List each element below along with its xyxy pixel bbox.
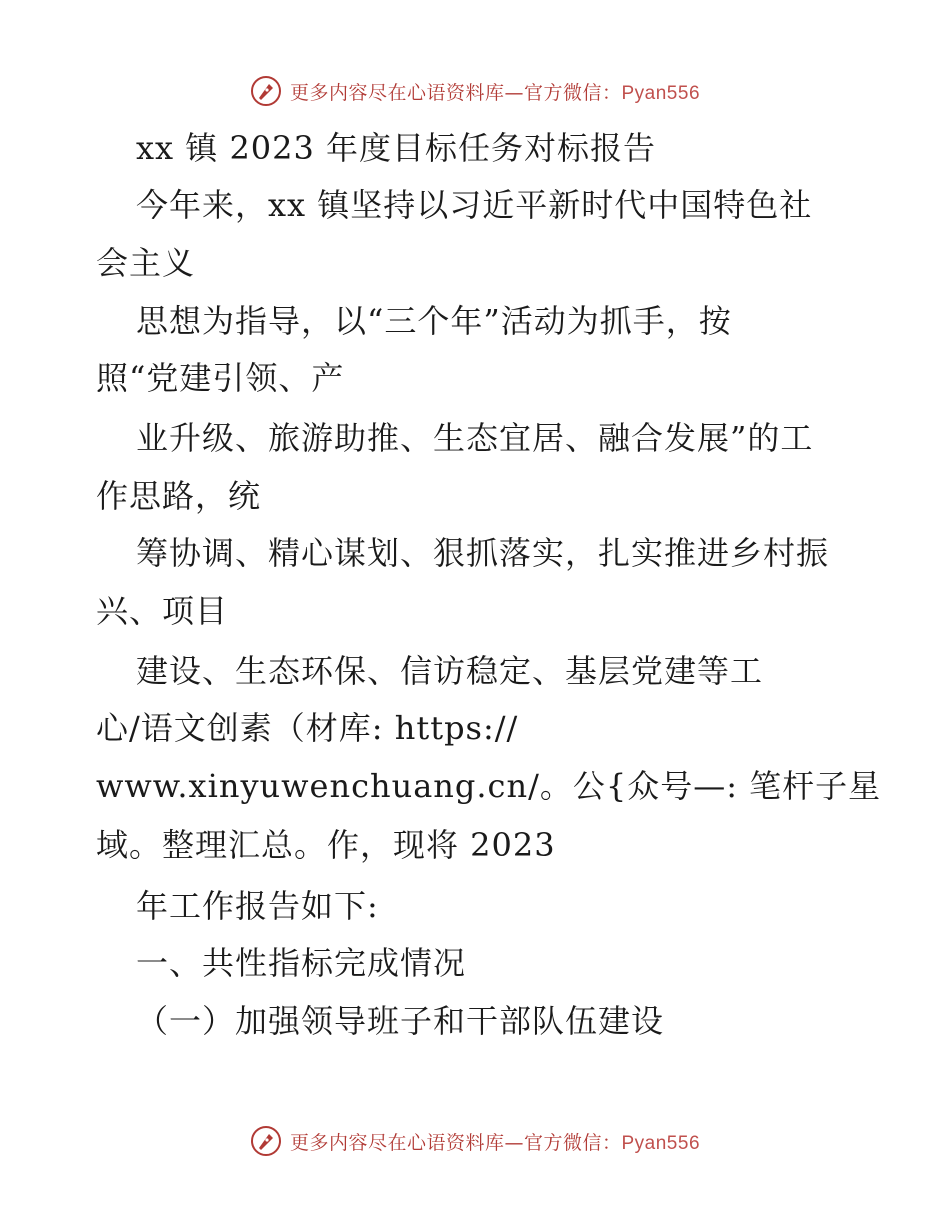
paragraph-line: 年工作报告如下: xyxy=(136,887,379,925)
watermark-dash: — xyxy=(504,81,524,104)
header-watermark xyxy=(0,71,950,111)
paragraph-line: 建设、生态环保、信访稳定、基层党建等工 xyxy=(136,652,764,690)
watermark-text xyxy=(290,1128,700,1155)
watermark-text xyxy=(290,78,700,105)
paragraph-line: 业升级、旅游助推、生态宜居、融合发展”的工 xyxy=(136,419,814,457)
paragraph-line: 会主义 xyxy=(96,244,196,282)
section-heading: 一、共性指标完成情况 xyxy=(136,944,467,982)
paragraph-line: www.xinyuwenchuang.cn/。公{众号—: 笔杆子星 xyxy=(96,767,882,805)
watermark-slogan: 更多内容尽在心语资料库 xyxy=(289,1131,505,1154)
watermark-wechat-id: Pyan556 xyxy=(621,1132,701,1154)
watermark-slogan: 更多内容尽在心语资料库 xyxy=(289,81,505,104)
watermark-wechat-id: Pyan556 xyxy=(621,82,701,104)
paragraph-line: 照“党建引领、产 xyxy=(96,359,345,397)
subsection-heading: （一）加强领导班子和干部队伍建设 xyxy=(136,1002,665,1040)
paragraph-line: 作思路，统 xyxy=(96,477,262,515)
watermark-dash: — xyxy=(504,1131,524,1154)
paragraph-line: 今年来，xx 镇坚持以习近平新时代中国特色社 xyxy=(136,186,813,224)
paragraph-line: 兴、项目 xyxy=(96,592,229,630)
paragraph-line: 心/语文创素（材库: https:// xyxy=(96,709,519,747)
watermark-wechat-label: 官方微信： xyxy=(523,1131,622,1154)
watermark-wechat-label: 官方微信： xyxy=(523,81,622,104)
pen-nib-logo-icon xyxy=(250,75,282,107)
paragraph-line: 筹协调、精心谋划、狠抓落实，扎实推进乡村振 xyxy=(136,534,830,572)
paragraph-line: 域。整理汇总。作，现将 2023 xyxy=(96,826,556,864)
document-title: xx 镇 2023 年度目标任务对标报告 xyxy=(136,129,657,167)
footer-watermark xyxy=(0,1121,950,1161)
paragraph-line: 思想为指导，以“三个年”活动为抓手，按 xyxy=(136,302,732,340)
pen-nib-logo-icon xyxy=(250,1125,282,1157)
